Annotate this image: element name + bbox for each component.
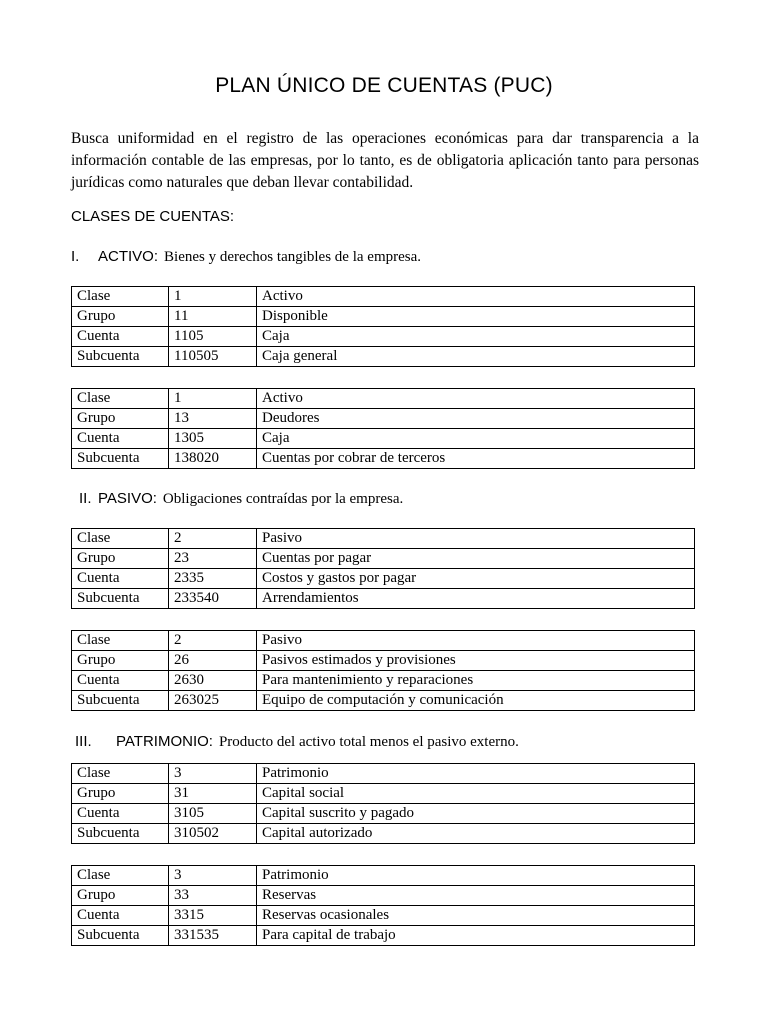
row-account-name: Cuentas por pagar <box>257 549 695 569</box>
row-level: Grupo <box>72 549 169 569</box>
intro-paragraph: Busca uniformidad en el registro de las operaciones económicas para dar transparencia a la información contable de las empresas, por lo tanto, es de obligatoria aplicación tanto para personas jurídicas como naturales que deban llevar contabilidad. <box>71 130 699 191</box>
row-code: 3105 <box>169 804 257 824</box>
page-title: PLAN ÚNICO DE CUENTAS (PUC) <box>215 74 553 97</box>
table-row <box>72 631 695 651</box>
section-heading-activo <box>71 248 421 266</box>
row-code: 2335 <box>169 569 257 589</box>
row-level: Subcuenta <box>72 347 169 367</box>
table-row <box>72 429 695 449</box>
row-level: Cuenta <box>72 569 169 589</box>
section-description: Producto del activo total menos el pasivo externo. <box>218 734 519 750</box>
classes-heading: CLASES DE CUENTAS: <box>71 208 235 225</box>
account-table-patrimonio-1 <box>71 763 695 844</box>
section-heading-patrimonio <box>71 733 519 751</box>
row-code: 1305 <box>169 429 257 449</box>
row-account-name: Pasivo <box>257 529 695 549</box>
row-account-name: Reservas ocasionales <box>257 906 695 926</box>
table-row <box>72 906 695 926</box>
row-account-name: Capital social <box>257 784 695 804</box>
row-code: 2630 <box>169 671 257 691</box>
row-code: 3315 <box>169 906 257 926</box>
row-code: 1105 <box>169 327 257 347</box>
table-row <box>72 671 695 691</box>
row-account-name: Disponible <box>257 307 695 327</box>
row-account-name: Capital autorizado <box>257 824 695 844</box>
row-level: Grupo <box>72 886 169 906</box>
row-level: Subcuenta <box>72 691 169 711</box>
section-numeral: I. <box>71 248 80 265</box>
row-account-name: Capital suscrito y pagado <box>257 804 695 824</box>
row-code: 33 <box>169 886 257 906</box>
section-numeral: II. <box>79 490 92 507</box>
row-level: Clase <box>72 287 169 307</box>
section-heading-pasivo <box>71 490 403 508</box>
row-code: 110505 <box>169 347 257 367</box>
table-row <box>72 804 695 824</box>
row-level: Clase <box>72 631 169 651</box>
row-account-name: Costos y gastos por pagar <box>257 569 695 589</box>
table-row <box>72 886 695 906</box>
section-name: ACTIVO: <box>98 248 159 265</box>
table-row <box>72 549 695 569</box>
row-code: 2 <box>169 529 257 549</box>
row-account-name: Patrimonio <box>257 866 695 886</box>
row-level: Cuenta <box>72 429 169 449</box>
row-account-name: Pasivo <box>257 631 695 651</box>
row-level: Clase <box>72 764 169 784</box>
account-table-activo-1 <box>71 286 695 367</box>
row-code: 3 <box>169 764 257 784</box>
row-level: Clase <box>72 866 169 886</box>
row-account-name: Arrendamientos <box>257 589 695 609</box>
table-row <box>72 307 695 327</box>
table-row <box>72 824 695 844</box>
row-account-name: Activo <box>257 287 695 307</box>
row-code: 310502 <box>169 824 257 844</box>
row-level: Subcuenta <box>72 589 169 609</box>
row-account-name: Caja <box>257 327 695 347</box>
row-code: 3 <box>169 866 257 886</box>
table-row <box>72 529 695 549</box>
table-row <box>72 784 695 804</box>
row-code: 1 <box>169 389 257 409</box>
table-row <box>72 866 695 886</box>
section-description: Bienes y derechos tangibles de la empresa. <box>164 249 422 265</box>
row-code: 331535 <box>169 926 257 946</box>
table-row <box>72 327 695 347</box>
row-code: 13 <box>169 409 257 429</box>
row-code: 31 <box>169 784 257 804</box>
row-account-name: Para capital de trabajo <box>257 926 695 946</box>
section-name: PATRIMONIO: <box>116 733 213 750</box>
row-level: Cuenta <box>72 804 169 824</box>
row-account-name: Equipo de computación y comunicación <box>257 691 695 711</box>
row-account-name: Caja <box>257 429 695 449</box>
account-table-patrimonio-2 <box>71 865 695 946</box>
row-code: 23 <box>169 549 257 569</box>
table-row <box>72 589 695 609</box>
table-row <box>72 409 695 429</box>
table-row <box>72 449 695 469</box>
row-code: 138020 <box>169 449 257 469</box>
row-level: Grupo <box>72 651 169 671</box>
row-level: Subcuenta <box>72 926 169 946</box>
table-row <box>72 691 695 711</box>
table-row <box>72 389 695 409</box>
row-code: 233540 <box>169 589 257 609</box>
row-level: Clase <box>72 529 169 549</box>
table-row <box>72 651 695 671</box>
table-row <box>72 926 695 946</box>
section-numeral: III. <box>75 733 92 750</box>
row-account-name: Activo <box>257 389 695 409</box>
row-level: Grupo <box>72 307 169 327</box>
row-account-name: Patrimonio <box>257 764 695 784</box>
account-table-activo-2 <box>71 388 695 469</box>
row-account-name: Pasivos estimados y provisiones <box>257 651 695 671</box>
row-level: Subcuenta <box>72 449 169 469</box>
table-row <box>72 347 695 367</box>
row-level: Cuenta <box>72 906 169 926</box>
table-row <box>72 287 695 307</box>
row-level: Cuenta <box>72 671 169 691</box>
row-level: Grupo <box>72 409 169 429</box>
row-code: 1 <box>169 287 257 307</box>
section-description: Obligaciones contraídas por la empresa. <box>162 491 404 507</box>
row-account-name: Deudores <box>257 409 695 429</box>
row-code: 11 <box>169 307 257 327</box>
row-code: 263025 <box>169 691 257 711</box>
row-account-name: Para mantenimiento y reparaciones <box>257 671 695 691</box>
account-table-pasivo-2 <box>71 630 695 711</box>
row-level: Grupo <box>72 784 169 804</box>
row-level: Cuenta <box>72 327 169 347</box>
row-account-name: Caja general <box>257 347 695 367</box>
section-name: PASIVO: <box>98 490 157 507</box>
table-row <box>72 569 695 589</box>
row-level: Subcuenta <box>72 824 169 844</box>
row-code: 26 <box>169 651 257 671</box>
row-account-name: Cuentas por cobrar de terceros <box>257 449 695 469</box>
row-account-name: Reservas <box>257 886 695 906</box>
account-table-pasivo-1 <box>71 528 695 609</box>
table-row <box>72 764 695 784</box>
row-level: Clase <box>72 389 169 409</box>
row-code: 2 <box>169 631 257 651</box>
